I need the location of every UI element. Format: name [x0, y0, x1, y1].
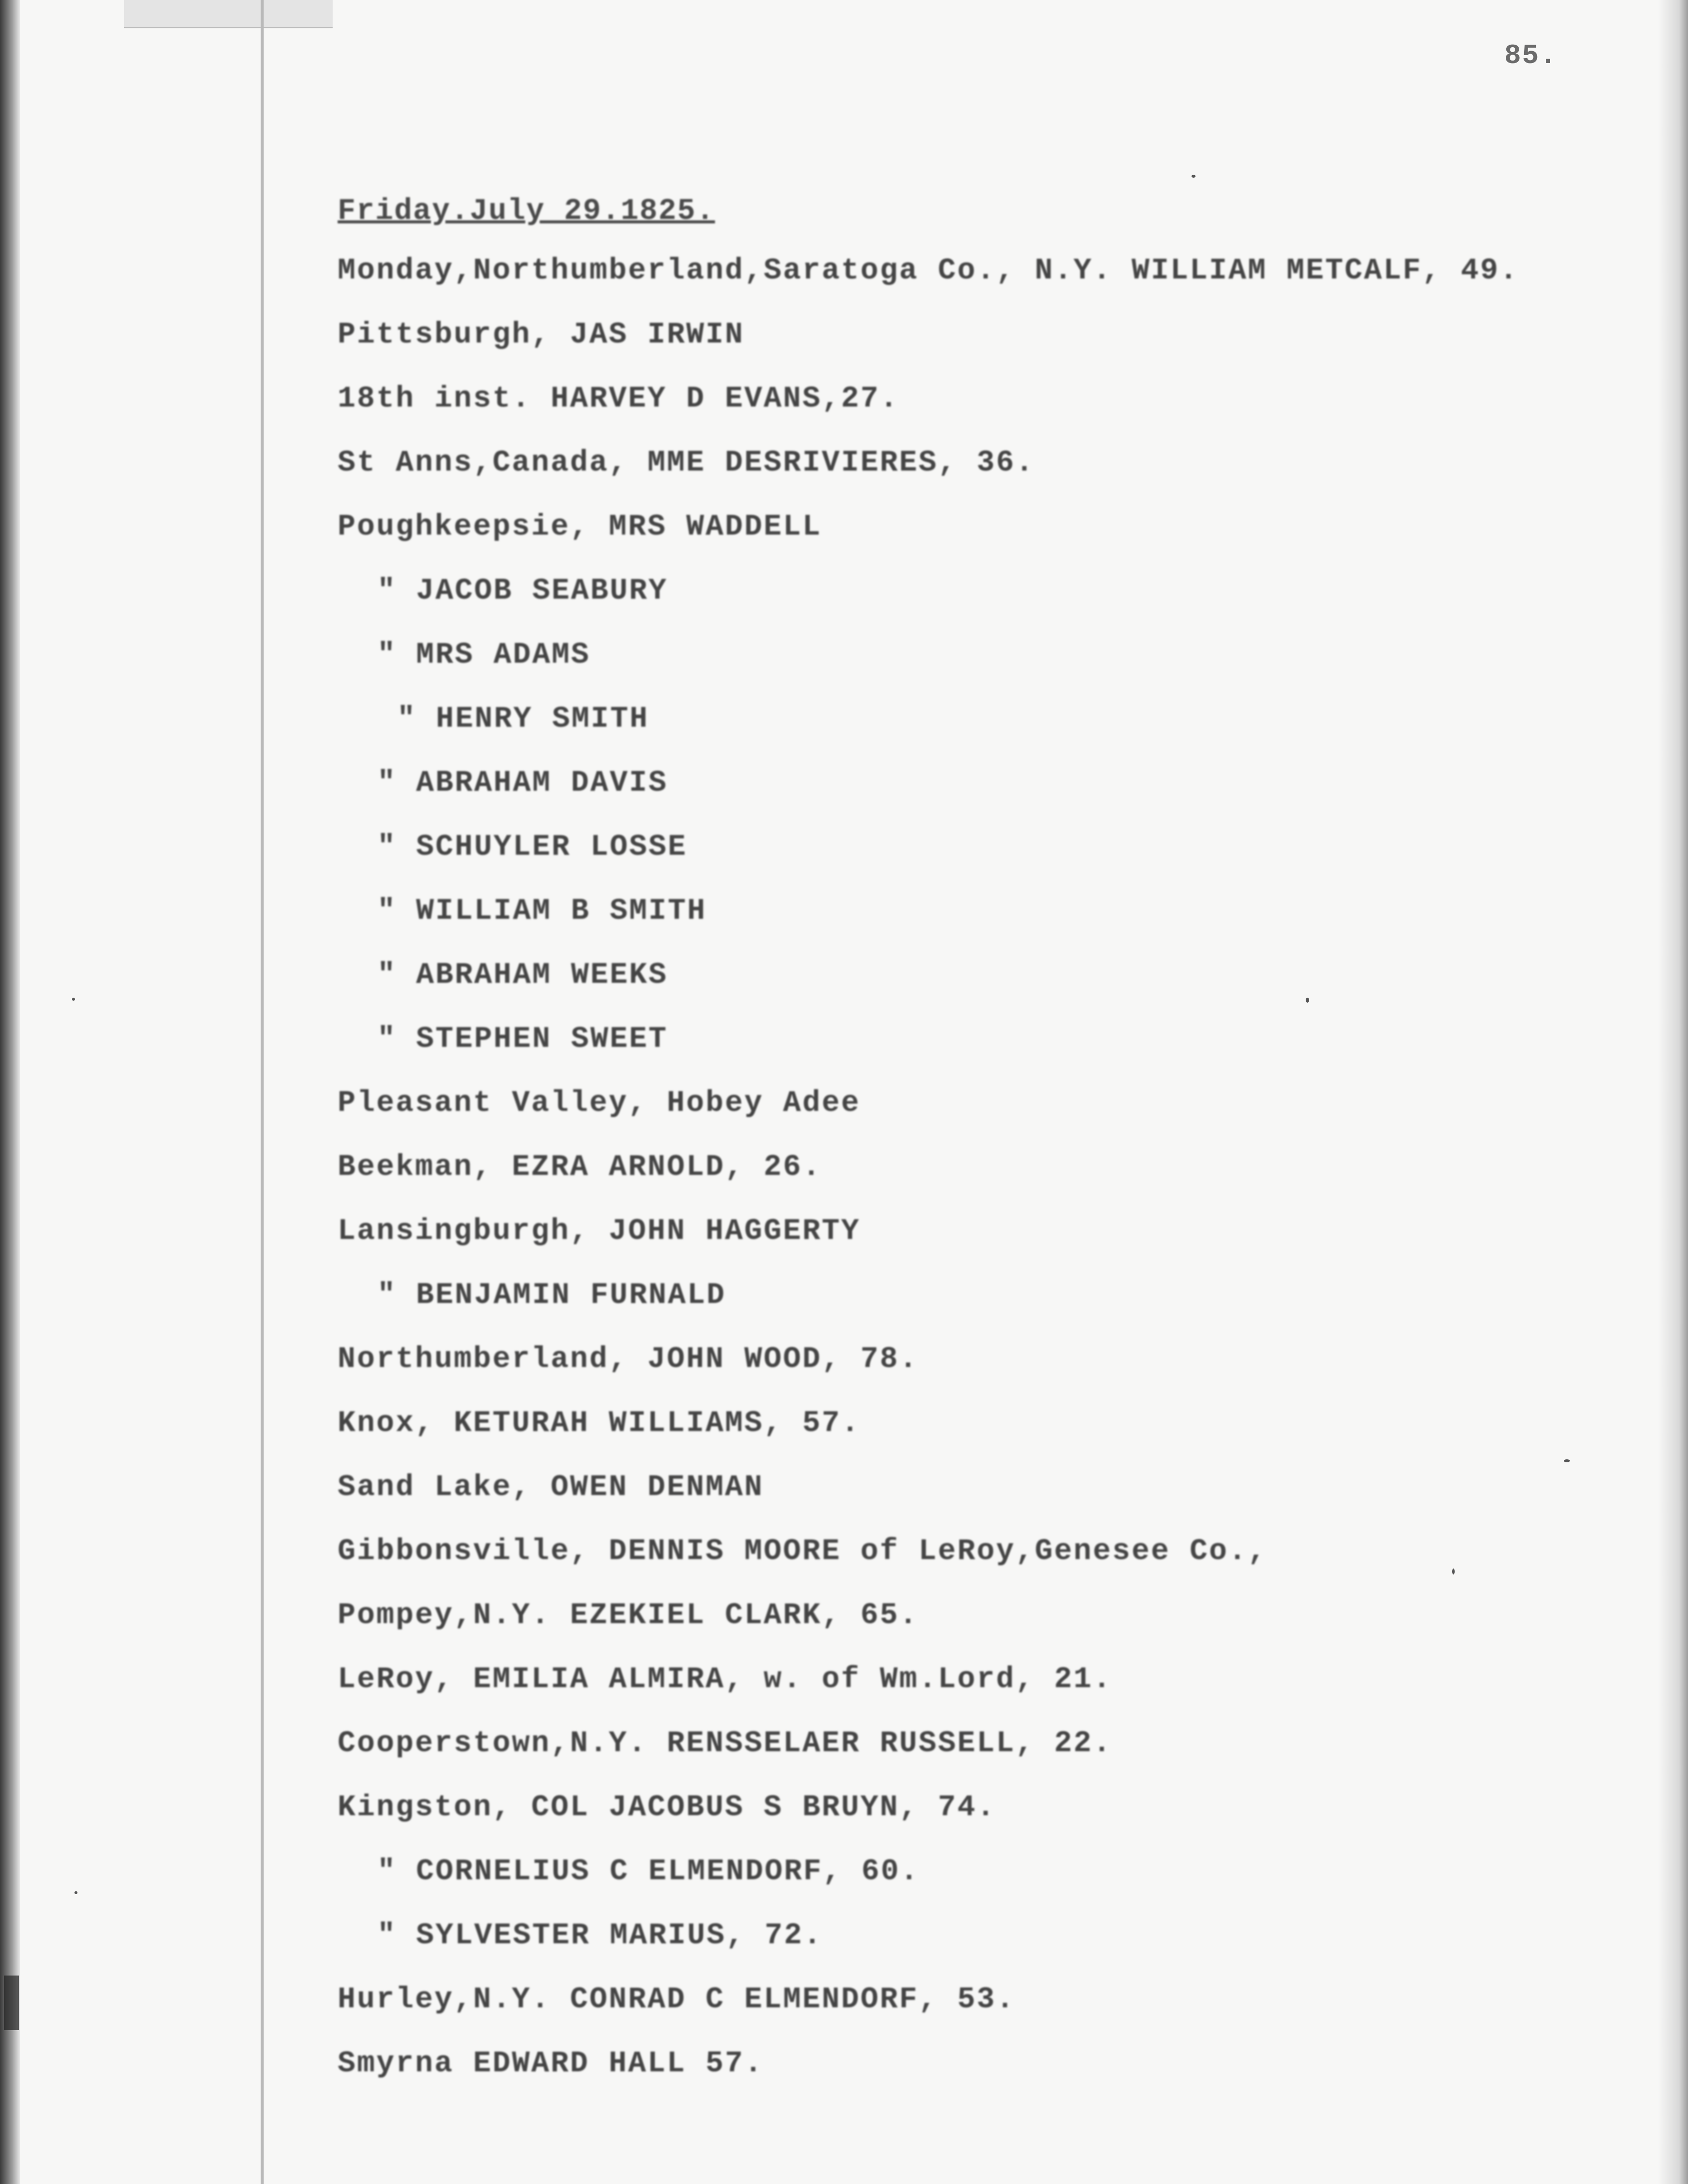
ink-speck: [1192, 175, 1196, 178]
margin-rule: [261, 0, 264, 2184]
binding-edge: [0, 0, 20, 2184]
notice-entry: Monday,Northumberland,Saratoga Co., N.Y. WILLIAM METCALF, 49.: [338, 254, 1519, 288]
notice-entry: Gibbonsville, DENNIS MOORE of LeRoy,Genesee Co.,: [338, 1535, 1267, 1569]
notice-entry: Sand Lake, OWEN DENMAN: [338, 1471, 764, 1504]
notice-entry: " ABRAHAM WEEKS: [377, 958, 668, 992]
notice-entry: Pompey,N.Y. EZEKIEL CLARK, 65.: [338, 1599, 919, 1633]
paper-tab: [124, 0, 333, 28]
notice-entry: Kingston, COL JACOBUS S BRUYN, 74.: [338, 1791, 996, 1825]
page-edge-shadow: [1658, 0, 1688, 2184]
notice-entry: " JACOB SEABURY: [377, 574, 668, 608]
notice-entry: " SYLVESTER MARIUS, 72.: [377, 1919, 823, 1953]
notice-entry: 18th inst. HARVEY D EVANS,27.: [338, 382, 900, 416]
notice-entry: " HENRY SMITH: [397, 702, 649, 736]
death-notices-list: [338, 184, 1604, 2096]
notice-entry: " CORNELIUS C ELMENDORF, 60.: [377, 1855, 920, 1889]
notice-entry: Lansingburgh, JOHN HAGGERTY: [338, 1215, 861, 1248]
notice-entry: " WILLIAM B SMITH: [377, 894, 707, 928]
notice-entry: " STEPHEN SWEET: [377, 1023, 668, 1056]
binding-tear-mark: [4, 1976, 19, 2030]
notice-entry: Beekman, EZRA ARNOLD, 26.: [338, 1151, 822, 1184]
page-number: 85.: [1504, 40, 1557, 71]
ink-speck: [74, 1891, 77, 1894]
notice-entry: Pleasant Valley, Hobey Adee: [338, 1087, 861, 1120]
notice-entry: Smyrna EDWARD HALL 57.: [338, 2047, 764, 2081]
date-heading: Friday.July 29.1825.: [338, 195, 715, 228]
notice-entry: Knox, KETURAH WILLIAMS, 57.: [338, 1407, 861, 1440]
notice-entry: Poughkeepsie, MRS WADDELL: [338, 510, 822, 544]
notice-entry: Cooperstown,N.Y. RENSSELAER RUSSELL, 22.: [338, 1727, 1113, 1761]
notice-entry: " ABRAHAM DAVIS: [377, 766, 668, 800]
notice-entry: " SCHUYLER LOSSE: [377, 830, 688, 864]
notice-entry: Hurley,N.Y. CONRAD C ELMENDORF, 53.: [338, 1983, 1016, 2017]
notice-entry: LeRoy, EMILIA ALMIRA, w. of Wm.Lord, 21.: [338, 1663, 1113, 1697]
notice-entry: Pittsburgh, JAS IRWIN: [338, 318, 745, 352]
notice-entry: Northumberland, JOHN WOOD, 78.: [338, 1343, 919, 1376]
ink-speck: [72, 998, 75, 1001]
notice-entry: St Anns,Canada, MME DESRIVIERES, 36.: [338, 446, 1035, 480]
notice-entry: " BENJAMIN FURNALD: [377, 1279, 726, 1312]
notice-entry: " MRS ADAMS: [377, 638, 591, 672]
